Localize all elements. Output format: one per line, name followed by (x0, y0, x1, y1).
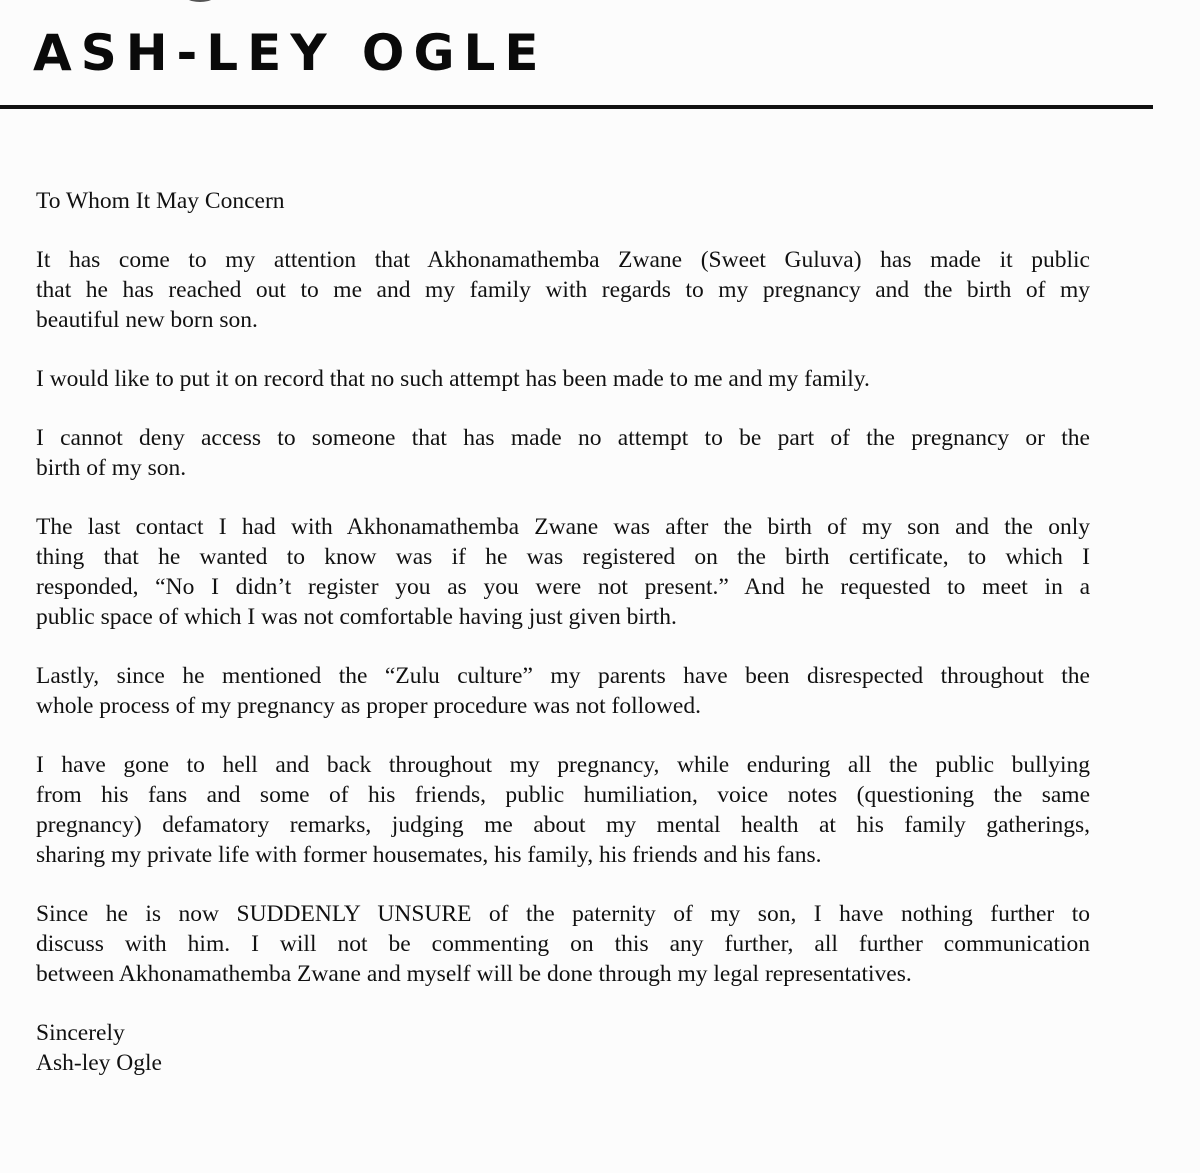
logo-mark (180, 0, 220, 2)
signature: Ash-ley Ogle (36, 1050, 162, 1076)
paragraph-line: whole process of my pregnancy as proper procedure was not followed. (36, 693, 701, 719)
paragraph-line: I would like to put it on record that no such attempt has been made to me and my family. (36, 366, 870, 392)
paragraph-line: thing that he wanted to know was if he was registered on the birth certificate, to which I (36, 544, 1090, 570)
paragraph (36, 423, 1090, 483)
salutation (36, 186, 1090, 216)
paragraph (36, 512, 1090, 632)
paragraph-line: The last contact I had with Akhonamathemba Zwane was after the birth of my son and the only (36, 514, 1090, 540)
paragraph-line: public space of which I was not comfortable having just given birth. (36, 604, 677, 630)
paragraph-line: I cannot deny access to someone that has made no attempt to be part of the pregnancy or the (36, 425, 1090, 451)
paragraph-line: Since he is now SUDDENLY UNSURE of the paternity of my son, I have nothing further to (36, 901, 1090, 927)
paragraph-line: pregnancy) defamatory remarks, judging me about my mental health at his family gatherings, (36, 812, 1090, 838)
paragraph-line: that he has reached out to me and my family with regards to my pregnancy and the birth of my (36, 277, 1090, 303)
paragraph-line: Lastly, since he mentioned the “Zulu culture” my parents have been disrespected throughout the (36, 663, 1090, 689)
paragraph (36, 661, 1090, 721)
paragraph (36, 750, 1090, 870)
paragraph (36, 245, 1090, 335)
header-divider (0, 105, 1153, 109)
paragraph-line: It has come to my attention that Akhonamathemba Zwane (Sweet Guluva) has made it public (36, 247, 1090, 273)
paragraphs (36, 245, 1090, 989)
paragraph-line: from his fans and some of his friends, public humiliation, voice notes (questioning the same (36, 782, 1090, 808)
paragraph-line: I have gone to hell and back throughout my pregnancy, while enduring all the public bullying (36, 752, 1090, 778)
salutation-text: To Whom It May Concern (36, 188, 285, 214)
paragraph-line: sharing my private life with former housemates, his family, his friends and his fans. (36, 842, 822, 868)
paragraph-line: responded, “No I didn’t register you as you were not present.” And he requested to meet in a (36, 574, 1090, 600)
paragraph (36, 364, 1090, 394)
letter-body (36, 186, 1090, 1078)
paragraph-line: beautiful new born son. (36, 307, 258, 333)
closing: Sincerely (36, 1020, 125, 1046)
paragraph-line: birth of my son. (36, 455, 187, 481)
paragraph (36, 899, 1090, 989)
letterhead-name: ASH-LEY OGLE (33, 24, 548, 82)
paragraph-line: between Akhonamathemba Zwane and myself will be done through my legal representatives. (36, 961, 912, 987)
sign-off (36, 1018, 1090, 1078)
paragraph-line: discuss with him. I will not be commenting on this any further, all further communication (36, 931, 1090, 957)
